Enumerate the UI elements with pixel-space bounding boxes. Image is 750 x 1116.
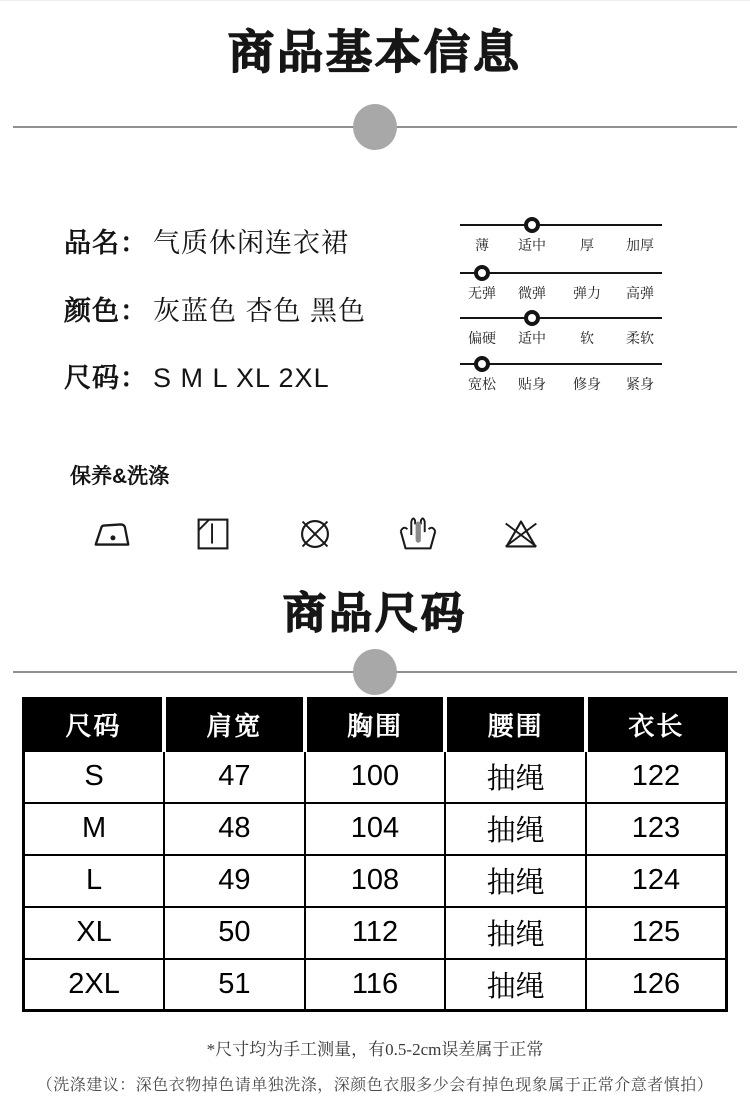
scale-option-label: 无弹 — [468, 285, 496, 301]
table-cell: 抽绳 — [445, 959, 586, 1011]
scale-marker-icon — [524, 217, 540, 233]
product-size-row — [64, 356, 330, 395]
scale-option-label: 适中 — [518, 330, 546, 346]
product-name-value: 气质休闲连衣裙 — [153, 228, 349, 258]
product-name-row — [64, 221, 349, 260]
table-cell: 抽绳 — [445, 751, 586, 803]
divider-dot-icon — [353, 649, 397, 695]
column-header: 肩宽 — [164, 699, 305, 751]
shade-dry-icon — [190, 511, 236, 557]
table-cell: 抽绳 — [445, 803, 586, 855]
table-cell: 51 — [164, 959, 305, 1011]
table-cell: 126 — [586, 959, 727, 1011]
table-row — [24, 907, 727, 959]
table-cell: 104 — [305, 803, 446, 855]
table-row — [24, 959, 727, 1011]
table-header-row — [24, 699, 727, 751]
column-header: 衣长 — [586, 699, 727, 751]
product-name-label: 品名： — [64, 228, 148, 258]
scale-option-label: 高弹 — [626, 285, 654, 301]
scale-track — [460, 363, 662, 365]
table-row — [24, 855, 727, 907]
scale-track — [460, 224, 662, 226]
table-row — [24, 751, 727, 803]
table-cell: 124 — [586, 855, 727, 907]
scale-marker-icon — [474, 356, 490, 372]
scale-option-label: 偏硬 — [468, 330, 496, 346]
scale-option-label: 修身 — [573, 376, 601, 392]
scale-track — [460, 272, 662, 274]
table-cell: 100 — [305, 751, 446, 803]
divider-dot-icon — [353, 104, 397, 150]
measurement-note: *尺寸均为手工测量，有0.5-2cm误差属于正常 — [206, 1040, 544, 1059]
scale-track — [460, 317, 662, 319]
scale-option-label: 宽松 — [468, 376, 496, 392]
size-table-grid — [22, 697, 728, 1012]
table-cell: 49 — [164, 855, 305, 907]
scale-softness — [460, 317, 662, 359]
scale-thickness — [460, 224, 662, 266]
scale-marker-icon — [524, 310, 540, 326]
product-color-label: 颜色： — [64, 296, 148, 326]
size-table — [22, 697, 728, 1012]
scale-option-label: 适中 — [518, 237, 546, 253]
product-size-label: 尺码： — [64, 363, 148, 393]
scale-option-label: 软 — [580, 330, 594, 346]
scale-option-label: 微弹 — [518, 285, 546, 301]
product-color-row — [64, 289, 366, 328]
scale-option-label: 柔软 — [626, 330, 654, 346]
care-heading: 保养&洗涤 — [70, 465, 170, 488]
table-cell: 50 — [164, 907, 305, 959]
column-header: 腰围 — [445, 699, 586, 751]
table-cell: 抽绳 — [445, 855, 586, 907]
table-cell: 125 — [586, 907, 727, 959]
scale-fit — [460, 363, 662, 405]
scale-elasticity — [460, 272, 662, 314]
no-dry-clean-icon — [292, 511, 338, 557]
table-cell: XL — [24, 907, 165, 959]
table-row — [24, 803, 727, 855]
scale-option-label: 加厚 — [626, 237, 654, 253]
table-cell: L — [24, 855, 165, 907]
table-cell: 抽绳 — [445, 907, 586, 959]
table-cell: 122 — [586, 751, 727, 803]
iron-icon — [89, 511, 135, 557]
table-cell: 108 — [305, 855, 446, 907]
scale-option-label: 弹力 — [573, 285, 601, 301]
no-bleach-icon — [498, 511, 544, 557]
table-cell: 116 — [305, 959, 446, 1011]
top-divider-line — [0, 0, 750, 1]
scale-option-label: 薄 — [475, 237, 489, 253]
scale-marker-icon — [474, 265, 490, 281]
section-title-size: 商品尺码 — [283, 590, 467, 638]
washing-note: （洗涤建议：深色衣物掉色请单独洗涤，深颜色衣服多少会有掉色现象属于正常介意者慎拍） — [36, 1077, 714, 1094]
table-cell: 2XL — [24, 959, 165, 1011]
table-cell: 123 — [586, 803, 727, 855]
table-cell: 112 — [305, 907, 446, 959]
scale-option-label: 贴身 — [518, 376, 546, 392]
column-header: 胸围 — [305, 699, 446, 751]
product-color-value: 灰蓝色 杏色 黑色 — [153, 296, 367, 326]
table-cell: S — [24, 751, 165, 803]
table-cell: 47 — [164, 751, 305, 803]
product-size-value: S M L XL 2XL — [153, 363, 330, 393]
hand-wash-icon — [395, 511, 441, 557]
scale-option-label: 紧身 — [626, 376, 654, 392]
column-header: 尺码 — [24, 699, 165, 751]
table-cell: M — [24, 803, 165, 855]
scale-option-label: 厚 — [580, 237, 594, 253]
table-cell: 48 — [164, 803, 305, 855]
section-title-basic-info: 商品基本信息 — [228, 26, 522, 78]
